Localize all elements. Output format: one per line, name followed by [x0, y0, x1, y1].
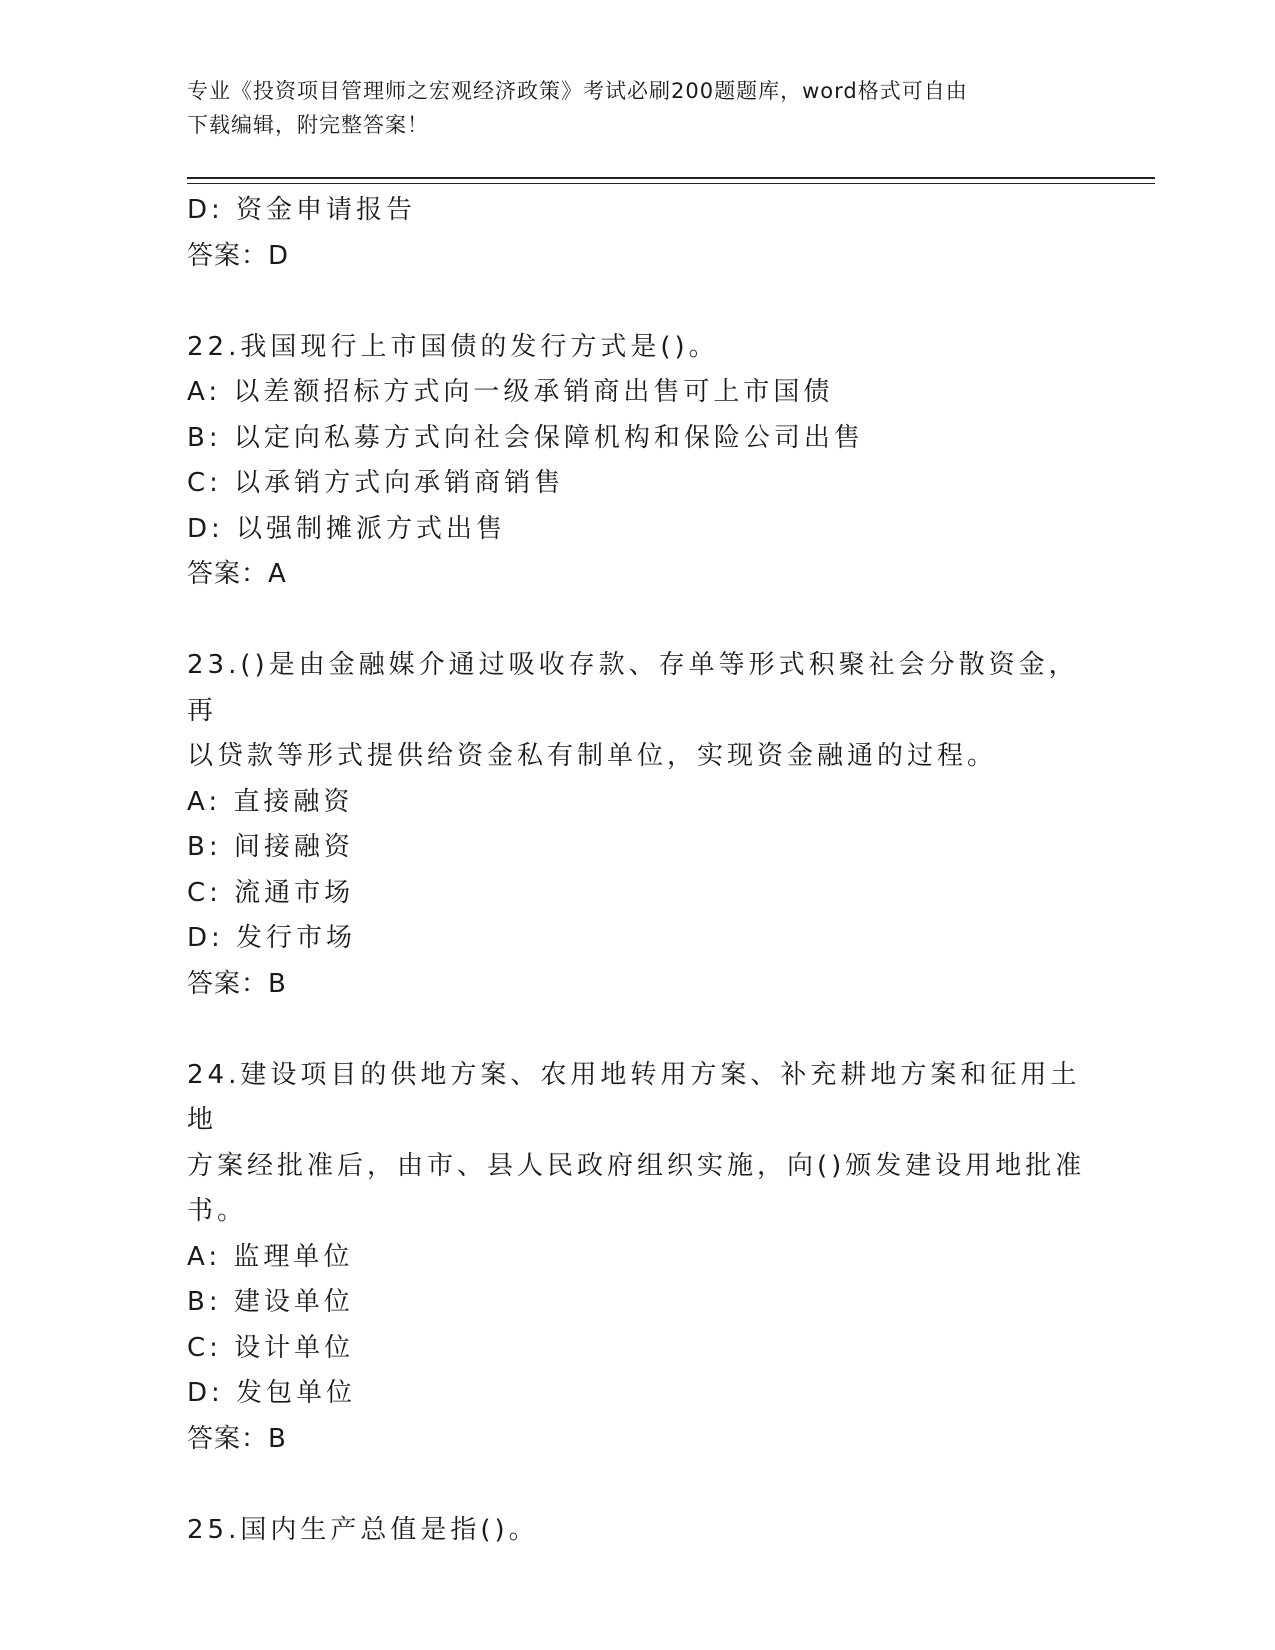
spacer: [187, 598, 1087, 644]
spacer: [187, 1007, 1087, 1053]
question-23-option-c: C: 流通市场: [187, 877, 355, 908]
spacer: [187, 279, 1087, 325]
question-24-stem-line-3: 书。: [187, 1196, 248, 1226]
document-header: [187, 74, 1087, 142]
question-24-option-b: B: 建设单位: [187, 1287, 354, 1317]
answer: 答案：D: [187, 240, 290, 271]
question-24-stem-line-1: 24.建设项目的供地方案、农用地转用方案、补充耕地方案和征用土地: [187, 1059, 1081, 1135]
question-22-option-d: D: 以强制摊派方式出售: [187, 513, 507, 544]
question-22-option-b: B: 以定向私募方式向社会保障机构和保险公司出售: [187, 422, 864, 453]
question-22-stem: 22.我国现行上市国债的发行方式是()。: [187, 331, 719, 362]
question-22-option-a: A: 以差额招标方式向一级承销商出售可上市国债: [187, 377, 834, 407]
question-23-option-b: B: 间接融资: [187, 832, 354, 862]
question-23-option-d: D: 发行市场: [187, 923, 357, 953]
question-list: [187, 188, 1087, 1553]
question-24-option-c: C: 设计单位: [187, 1332, 355, 1363]
header-line-2: 下载编辑，附完整答案！: [187, 113, 429, 137]
question-23-stem-line-2: 以贷款等形式提供给资金私有制单位，实现资金融通的过程。: [187, 741, 998, 771]
question-24-option-a: A: 监理单位: [187, 1241, 354, 1272]
spacer: [187, 1462, 1087, 1508]
question-25-stem: 25.国内生产总值是指()。: [187, 1514, 539, 1545]
header-rule-thick: [187, 177, 1155, 179]
question-22-option-c: C: 以承销方式向承销商销售: [187, 468, 565, 498]
question-23-stem-line-1: 23.()是由金融媒介通过吸收存款、存单等形式积聚社会分散资金，再: [187, 650, 1079, 726]
question-24-option-d: D: 发包单位: [187, 1378, 357, 1408]
header-rule-thin: [187, 183, 1155, 184]
option-d: D: 资金申请报告: [187, 195, 417, 225]
question-22-answer: 答案：A: [187, 559, 287, 589]
question-24-answer: 答案：B: [187, 1423, 287, 1454]
question-23-answer: 答案：B: [187, 968, 287, 999]
question-24-stem-line-2: 方案经批准后，由市、县人民政府组织实施，向()颁发建设用地批准: [187, 1150, 1086, 1181]
question-23-option-a: A: 直接融资: [187, 786, 354, 817]
header-line-1: 专业《投资项目管理师之宏观经济政策》考试必刷200题题库，word格式可自由: [187, 79, 968, 103]
